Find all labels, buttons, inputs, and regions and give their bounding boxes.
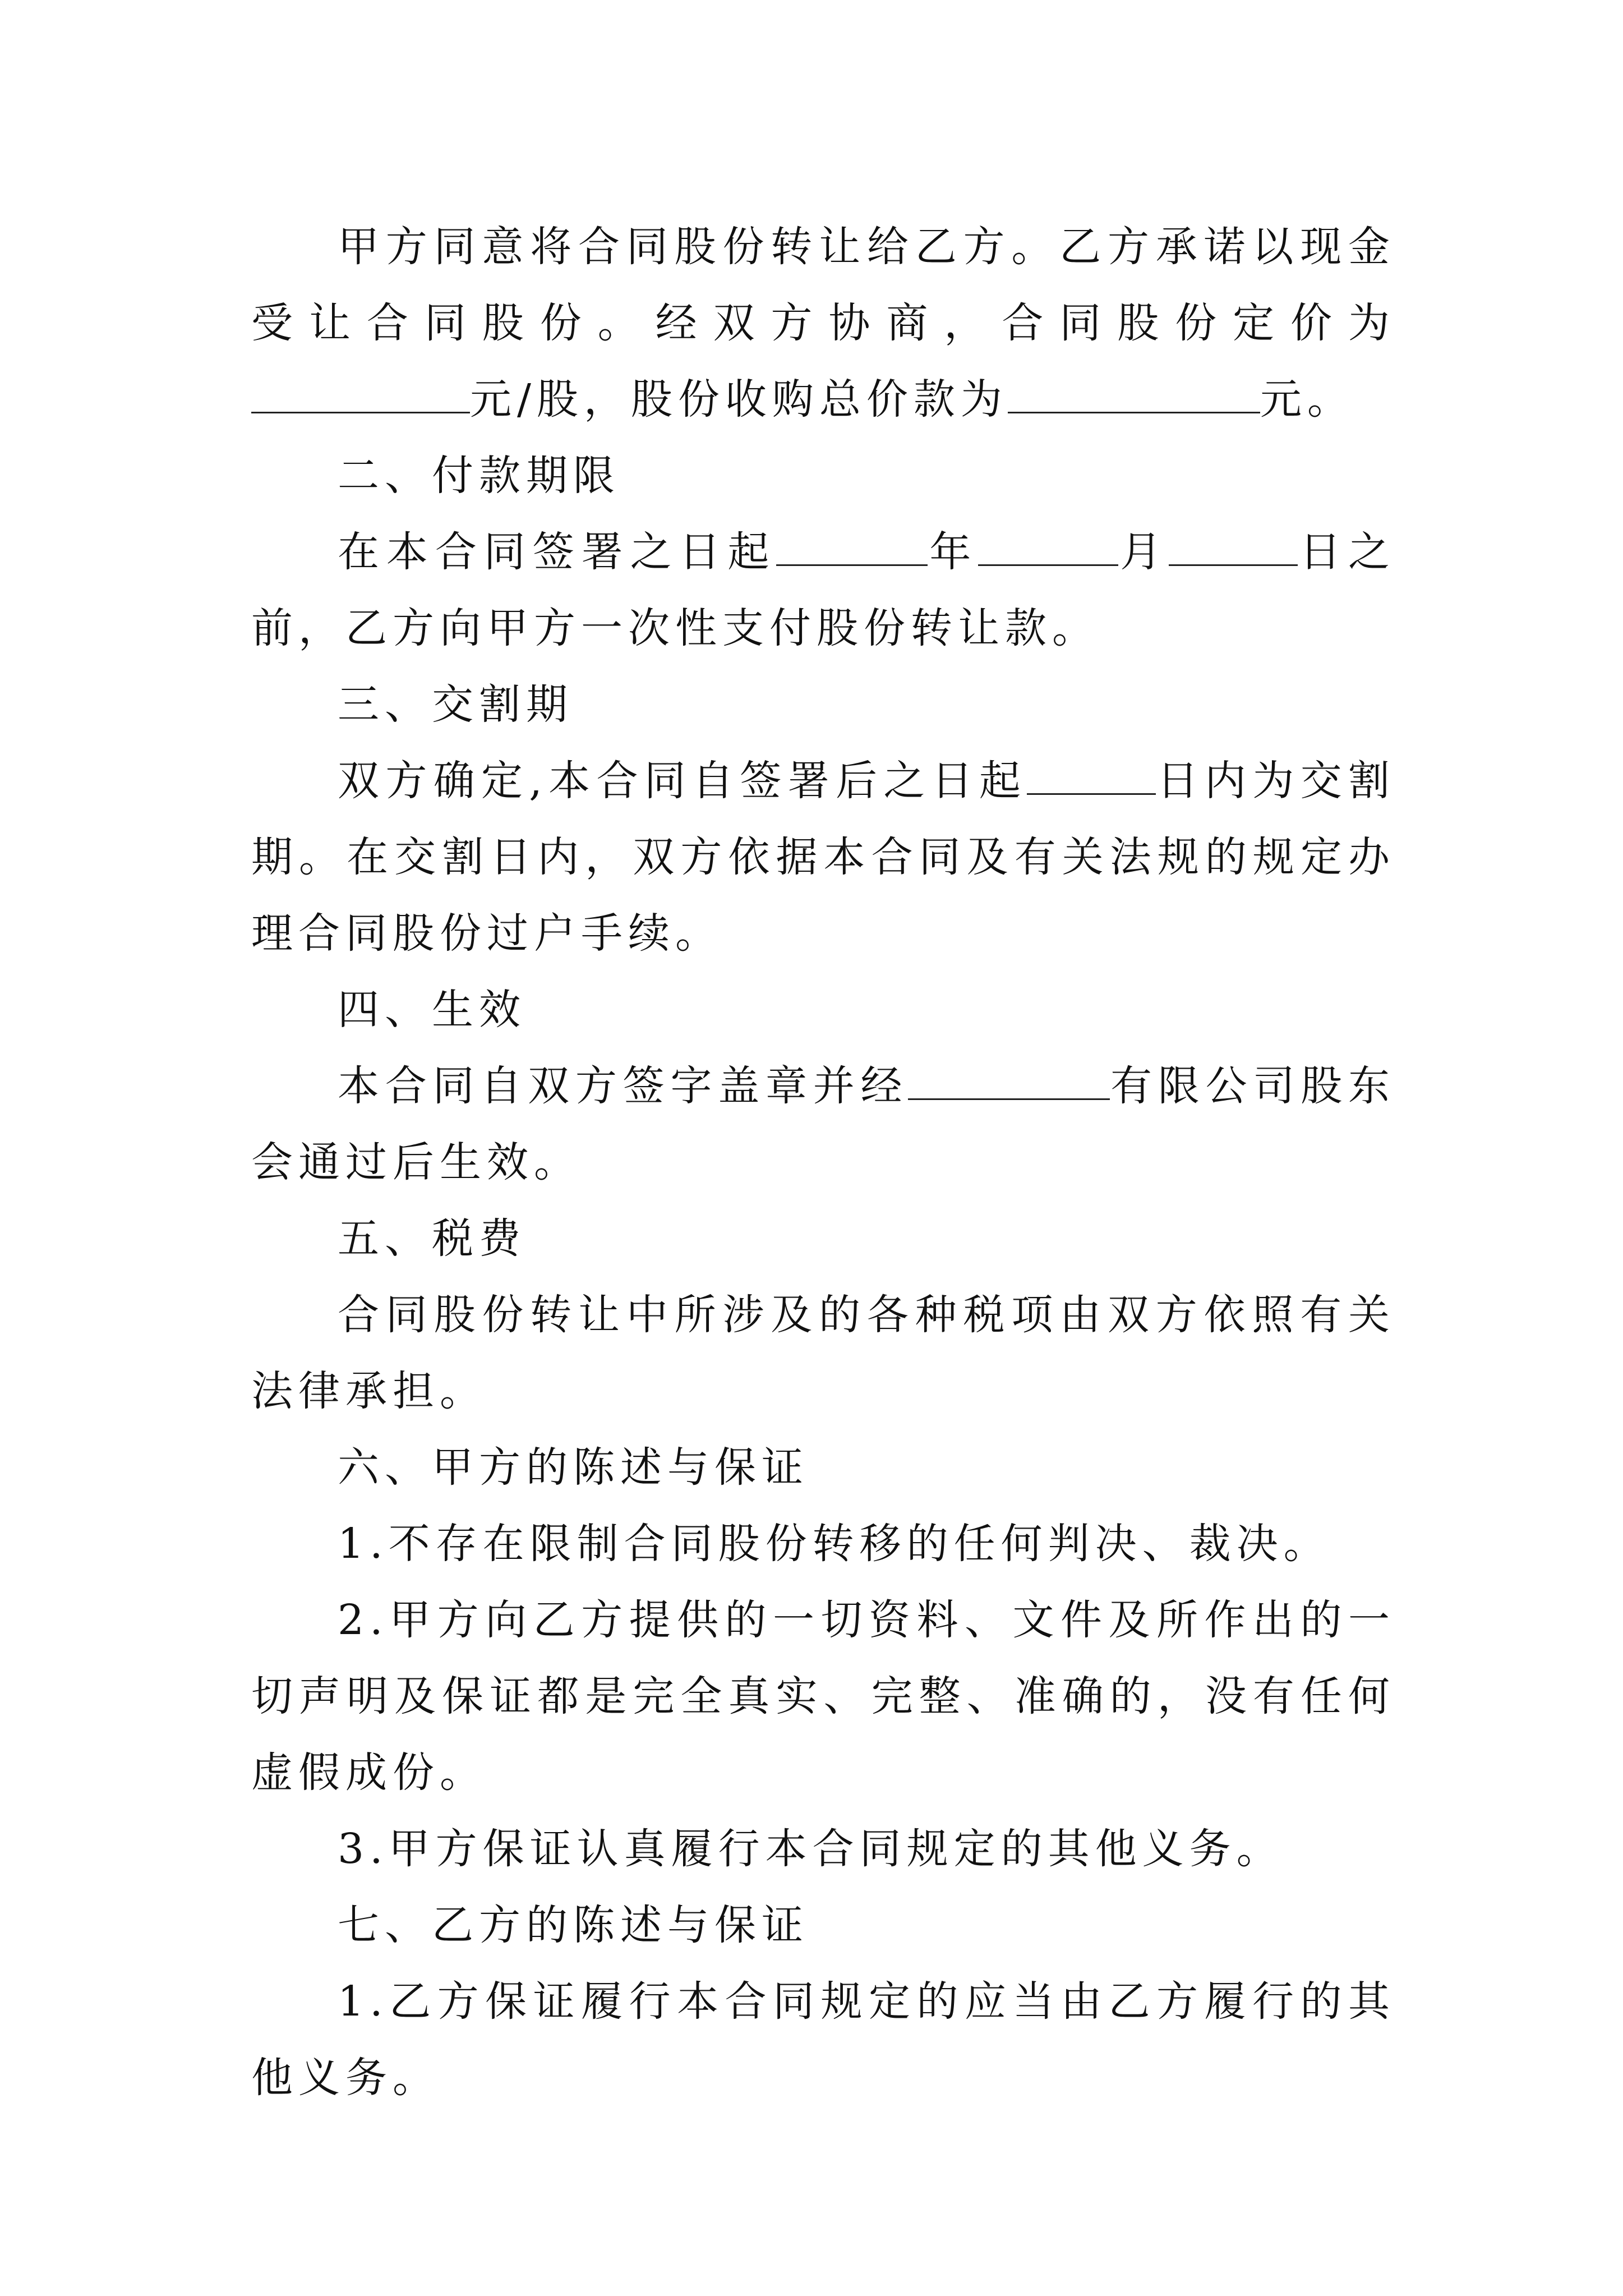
- effect-paragraph: [251, 1048, 1395, 1200]
- delivery-days-blank[interactable]: [1027, 757, 1156, 795]
- month-blank[interactable]: [978, 528, 1118, 566]
- party-b-item-1: 1.乙方保证履行本合同规定的应当由乙方履行的其他义务。: [251, 1977, 1395, 2102]
- year-blank[interactable]: [776, 528, 928, 566]
- delivery-period-text: 双方确定,本合同自签署后之日起: [338, 757, 1027, 805]
- section-heading-party-b-warranties: 七、乙方的陈述与保证: [338, 1901, 809, 1949]
- party-a-item-2: 2.甲方向乙方提供的一切资料、文件及所作出的一切声明及保证都是完全真实、完整、准确的，没有任何虚假成份。: [251, 1596, 1395, 1797]
- section-heading-effect: 四、生效: [338, 986, 526, 1034]
- day-blank[interactable]: [1169, 528, 1298, 566]
- effect-text: 本合同自双方签字盖章并经: [338, 1062, 909, 1110]
- effect-tail-text: 有限公司股东会通过后生效。: [251, 1062, 1396, 1186]
- yuan-text: 元。: [1260, 375, 1354, 424]
- party-a-item-3: 3.甲方保证认真履行本合同规定的其他义务。: [338, 1825, 1284, 1873]
- payment-term-text: 在本合同签署之日起: [338, 528, 777, 576]
- share-price-text: 甲方同意将合同股份转让给乙方。乙方承诺以现金受让合同股份。经双方协商，合同股份定价为: [251, 223, 1395, 347]
- payment-term-paragraph: [251, 514, 1395, 666]
- delivery-period-paragraph: [251, 743, 1395, 972]
- taxes-paragraph: 合同股份转让中所涉及的各种税项由双方依照有关法律承担。: [251, 1291, 1395, 1415]
- price-per-share-blank[interactable]: [251, 376, 470, 413]
- month-label: 月: [1118, 528, 1169, 576]
- section-heading-payment-term: 二、付款期限: [338, 452, 620, 500]
- section-heading-party-a-warranties: 六、甲方的陈述与保证: [338, 1443, 809, 1492]
- document-body: [251, 209, 1395, 2116]
- section-heading-taxes: 五、税费: [338, 1214, 526, 1263]
- party-a-item-1: 1.不存在限制合同股份转移的任何判决、裁决。: [338, 1520, 1331, 1568]
- total-price-text: 元/股，股份收购总价款为: [470, 375, 1008, 424]
- total-price-blank[interactable]: [1008, 376, 1260, 413]
- section-heading-delivery-period: 三、交割期: [338, 680, 573, 729]
- payment-term-tail-text: 日之前，乙方向甲方一次性支付股份转让款。: [251, 528, 1396, 652]
- company-name-blank[interactable]: [908, 1062, 1110, 1100]
- delivery-period-tail-text: 日内为交割期。在交割日内，双方依据本合同及有关法规的规定办理合同股份过户手续。: [251, 757, 1395, 958]
- year-label: 年: [928, 528, 979, 576]
- share-price-paragraph: [251, 209, 1395, 438]
